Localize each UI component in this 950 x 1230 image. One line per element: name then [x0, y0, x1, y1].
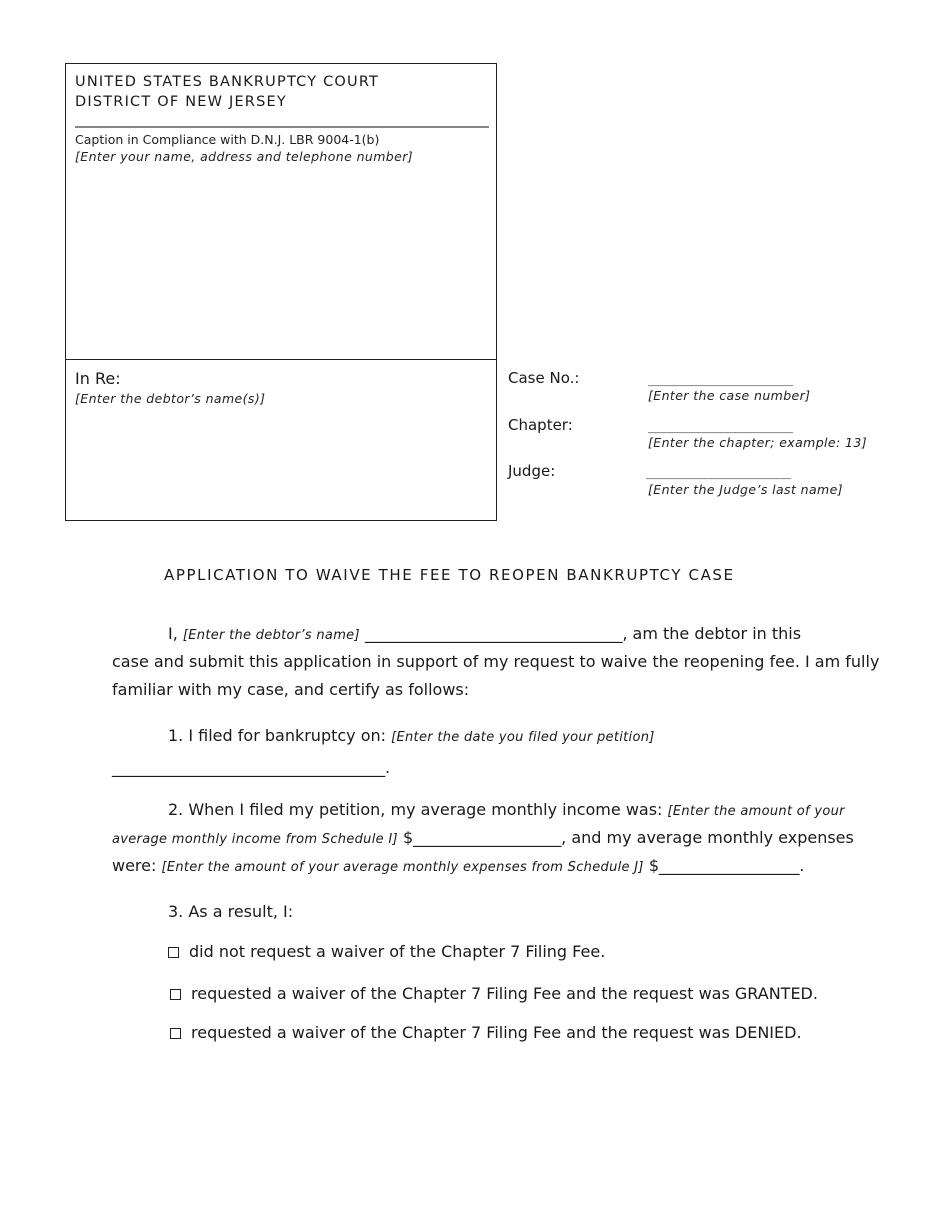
filing-date-hint: [Enter the date you filed your petition] [391, 730, 655, 745]
judge-field[interactable]: ____________________ [646, 465, 791, 480]
debtor-names-field[interactable]: [Enter the debtor’s name(s)] [75, 391, 266, 406]
caption-compliance-note: Caption in Compliance with D.N.J. LBR 9004-1(b) [75, 132, 380, 147]
intro-prefix: I, [168, 624, 183, 643]
caption-box [65, 63, 497, 521]
option-denied [170, 1023, 802, 1043]
judge-hint: [Enter the Judge’s last name] [648, 482, 843, 497]
income-field[interactable]: $___________________ [402, 828, 562, 847]
filing-date-field[interactable]: ___________________________________. [112, 758, 390, 777]
chapter-label: Chapter: [508, 416, 573, 434]
item-2-text: 2. When I filed my petition, my average monthly income was: [168, 800, 668, 819]
item-1-text: 1. I filed for bankruptcy on: [168, 726, 392, 745]
no-waiver-checkbox[interactable] [168, 947, 179, 958]
case-no-field[interactable]: ____________________ [648, 372, 793, 387]
filer-info-field[interactable]: [Enter your name, address and telephone number] [75, 149, 414, 164]
debtor-name-hint: [Enter the debtor’s name] [182, 628, 360, 643]
document-title: APPLICATION TO WAIVE THE FEE TO REOPEN BANKRUPTCY CASE [164, 566, 735, 584]
denied-checkbox[interactable] [170, 1028, 181, 1039]
intro-line-2: case and submit this application in support of my request to waive the reopening fee. I am fully [112, 652, 880, 671]
granted-checkbox[interactable] [170, 989, 181, 1000]
item-2-line-3 [112, 856, 804, 878]
debtor-name-field[interactable]: _________________________________ [364, 624, 623, 643]
item-1-line [168, 726, 655, 748]
option-granted-label: requested a waiver of the Chapter 7 Filing Fee and the request was GRANTED. [191, 984, 818, 1003]
item-3-heading: 3. As a result, I: [168, 902, 294, 921]
court-district: DISTRICT OF NEW JERSEY [75, 94, 287, 110]
court-name: UNITED STATES BANKRUPTCY COURT [75, 74, 380, 90]
item-2-were: were: [112, 856, 162, 875]
item-2-line-2 [112, 828, 854, 850]
case-no-label: Case No.: [508, 369, 580, 387]
caption-divider [66, 359, 496, 360]
case-no-hint: [Enter the case number] [648, 388, 811, 403]
chapter-field[interactable]: ____________________ [648, 419, 793, 434]
caption-rule [75, 126, 489, 128]
expenses-field[interactable]: $__________________. [648, 856, 805, 875]
income-hint-b: average monthly income from Schedule I] [112, 832, 398, 847]
option-no-waiver-label: did not request a waiver of the Chapter 7 Filing Fee. [189, 942, 606, 961]
judge-label: Judge: [508, 462, 556, 480]
item-2-line-1 [168, 800, 845, 822]
expenses-hint: [Enter the amount of your average monthly expenses from Schedule J] [161, 860, 644, 875]
in-re-label: In Re: [75, 369, 121, 388]
intro-line-1-end: , am the debtor in this [622, 624, 802, 643]
option-denied-label: requested a waiver of the Chapter 7 Filing Fee and the request was DENIED. [191, 1023, 802, 1042]
chapter-hint: [Enter the chapter; example: 13] [648, 435, 867, 450]
intro-line-3: familiar with my case, and certify as follows: [112, 680, 470, 699]
income-hint-a: [Enter the amount of your [667, 804, 845, 819]
option-granted [170, 984, 818, 1004]
intro-line-1 [168, 624, 801, 646]
item-2-middle: , and my average monthly expenses [561, 828, 854, 847]
option-no-waiver [168, 942, 605, 962]
